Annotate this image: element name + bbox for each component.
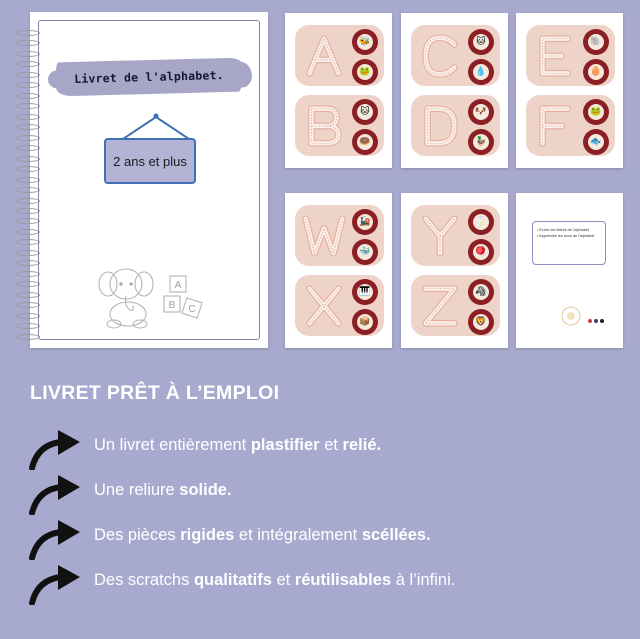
feature-text (94, 571, 455, 590)
letter-card-y (411, 205, 500, 266)
spiral-ring (16, 250, 40, 256)
spiral-ring (16, 187, 40, 193)
feature-plain: et (319, 436, 343, 454)
age-sign (104, 138, 196, 184)
letter-x-glyph (301, 283, 347, 329)
curved-arrow-icon (26, 471, 84, 515)
feature-text (94, 481, 232, 500)
spiral-ring (16, 30, 40, 36)
letter-page-cd (401, 13, 508, 168)
spiral-ring (16, 292, 40, 298)
spiral-ring (16, 198, 40, 204)
letter-c-glyph (417, 33, 463, 79)
feature-emphasis: plastifier (250, 436, 320, 454)
curved-arrow-icon (26, 426, 84, 470)
letter-card-b (295, 95, 384, 156)
letter-w-glyph (301, 213, 347, 259)
feature-text (94, 526, 431, 545)
letter-card-c (411, 25, 500, 86)
feature-emphasis: rigides (180, 526, 235, 544)
spiral-ring (16, 260, 40, 266)
feature-emphasis: solide. (179, 481, 232, 499)
feature-emphasis: réutilisables (294, 571, 392, 589)
letter-y-glyph (417, 213, 463, 259)
letter-card-e (526, 25, 615, 86)
letter-a-glyph (301, 33, 347, 79)
spiral-ring (16, 51, 40, 57)
spiral-ring (16, 271, 40, 277)
info-page (516, 193, 623, 348)
block-letter-b: B (168, 300, 176, 311)
spiral-ring (16, 72, 40, 78)
spiral-ring (16, 156, 40, 162)
donut-icon: 🍩 (352, 129, 378, 155)
letter-page-yz (401, 193, 508, 348)
feature-plain: Des scratchs (94, 571, 194, 589)
spiral-ring (16, 166, 40, 172)
dog-icon: 🐶 (468, 99, 494, 125)
alphabet-blocks (164, 276, 202, 318)
spiral-ring (16, 208, 40, 214)
letter-page-wx (285, 193, 392, 348)
info-line: • Écrire les lettres de l'alphabet (537, 228, 590, 232)
egg-icon: 🥚 (583, 59, 609, 85)
age-label: 2 ans et plus (113, 153, 187, 169)
spiral-ring (16, 103, 40, 109)
spiral-ring (16, 323, 40, 329)
cover-page (30, 12, 268, 348)
feature-item (22, 471, 622, 515)
spiral-ring (16, 114, 40, 120)
frog-icon: 🐸 (352, 59, 378, 85)
spiral-ring (16, 61, 40, 67)
spiral-ring (16, 281, 40, 287)
zebra-icon: 🦓 (468, 279, 494, 305)
block-letter-c: C (188, 304, 196, 315)
letter-card-w (295, 205, 384, 266)
spiral-ring (16, 135, 40, 141)
letter-b-glyph (301, 103, 347, 149)
info-box (532, 221, 606, 265)
letter-card-z (411, 275, 500, 336)
letter-d-glyph (417, 103, 463, 149)
cat-icon: 🐱 (352, 99, 378, 125)
feature-plain: à l’infini. (391, 571, 456, 589)
letter-page-ef (516, 13, 623, 168)
whale-icon: 🐳 (352, 239, 378, 265)
letter-card-x (295, 275, 384, 336)
title-banner (56, 58, 243, 97)
feature-item (22, 561, 622, 605)
spiral-ring (16, 82, 40, 88)
duck-icon: 🦆 (468, 129, 494, 155)
yoyo-icon: 🪀 (468, 239, 494, 265)
spiral-ring (16, 40, 40, 46)
spiral-ring (16, 229, 40, 235)
spiral-ring (16, 302, 40, 308)
bee-icon: 🐝 (352, 29, 378, 55)
spiral-ring (16, 93, 40, 99)
fish-icon: 🐟 (583, 129, 609, 155)
letter-e-glyph (532, 33, 578, 79)
letter-page-ab (285, 13, 392, 168)
letter-card-d (411, 95, 500, 156)
xylophone-icon: 🎹 (352, 279, 378, 305)
feature-plain: Une reliure (94, 481, 180, 499)
curved-arrow-icon (26, 516, 84, 560)
elephant-illustration (90, 260, 210, 332)
feature-emphasis: scéllées. (361, 526, 431, 544)
feature-plain: et intégralement (234, 526, 362, 544)
cover-title: Livret de l'alphabet. (74, 68, 224, 86)
letter-card-f (526, 95, 615, 156)
letter-z-glyph (417, 283, 463, 329)
frog-icon: 🐸 (583, 99, 609, 125)
spiral-ring (16, 334, 40, 340)
mini-icons (588, 319, 604, 323)
brand-logo-icon (560, 305, 582, 327)
feature-plain: Un livret entièrement (94, 436, 251, 454)
wagon-icon: 🚂 (352, 209, 378, 235)
feature-text (94, 436, 381, 455)
feature-item (22, 516, 622, 560)
spiral-ring (16, 218, 40, 224)
drop-icon: 💧 (468, 59, 494, 85)
feature-emphasis: relié. (342, 436, 382, 454)
feature-emphasis: qualitatifs (193, 571, 272, 589)
spiral-ring (16, 313, 40, 319)
zoo-icon: 🦁 (468, 309, 494, 335)
spiral-ring (16, 145, 40, 151)
elephant-icon: 🐘 (583, 29, 609, 55)
section-heading: LIVRET PRÊT À L’EMPLOI (30, 382, 280, 404)
spiral-ring (16, 124, 40, 130)
yogurt-icon: 🥛 (468, 209, 494, 235)
letter-card-a (295, 25, 384, 86)
curved-arrow-icon (26, 561, 84, 605)
feature-plain: et (271, 571, 295, 589)
block-letter-a: A (174, 280, 182, 291)
letter-f-glyph (532, 103, 578, 149)
spiral-ring (16, 239, 40, 245)
cat-icon: 🐱 (468, 29, 494, 55)
info-line: • Apprendre les sons de l'alphabet (537, 234, 595, 238)
spiral-ring (16, 177, 40, 183)
box-icon: 📦 (352, 309, 378, 335)
feature-plain: Des pièces (94, 526, 181, 544)
feature-item (22, 426, 622, 470)
